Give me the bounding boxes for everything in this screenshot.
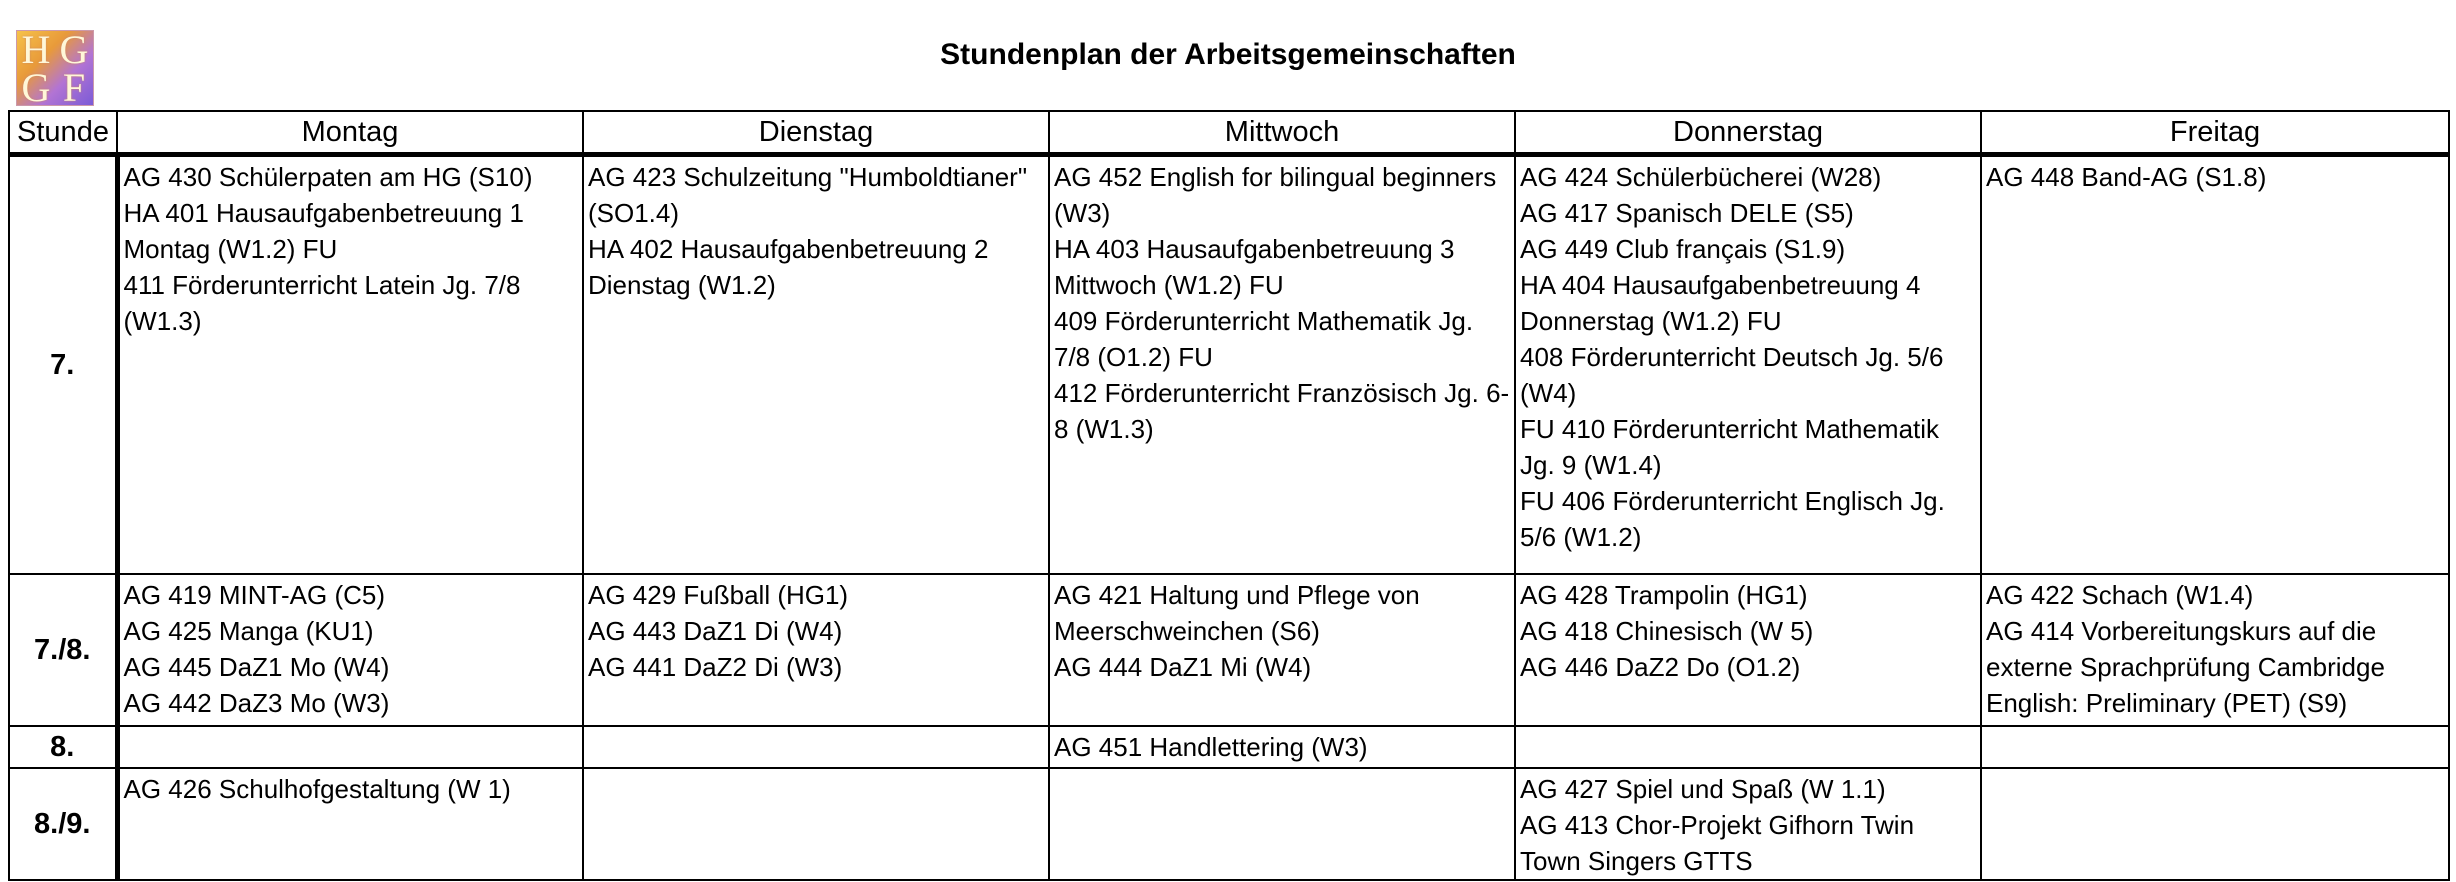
timetable-cell <box>1049 574 1515 726</box>
course-entry: 408 Förderunterricht Deutsch Jg. 5/6 (W4) <box>1520 342 1944 408</box>
logo-letter: G <box>21 65 51 110</box>
timetable <box>8 110 2450 881</box>
course-entry: AG 427 Spiel und Spaß (W 1.1) <box>1520 774 1886 804</box>
timetable-row <box>9 155 2449 575</box>
course-entry: AG 441 DaZ2 Di (W3) <box>588 652 843 682</box>
page-title: Stundenplan der Arbeitsgemeinschaften <box>940 38 1516 71</box>
logo-letter: G <box>59 27 89 72</box>
course-entry: AG 414 Vorbereitungskurs auf die externe Sprachprüfung Cambridge English: Preliminary (PET) (S9) <box>1986 616 2385 718</box>
course-entry: HA 402 Hausaufgabenbetreuung 2 Dienstag (W1.2) <box>588 234 989 300</box>
column-header-day: Montag <box>117 111 583 155</box>
timetable-cell <box>1981 155 2449 575</box>
timetable-cell <box>117 574 583 726</box>
timetable-cell <box>583 574 1049 726</box>
course-entry: AG 428 Trampolin (HG1) <box>1520 580 1808 610</box>
timetable-cell <box>1515 768 1981 880</box>
course-entry: AG 413 Chor-Projekt Gifhorn Twin Town Singers GTTS <box>1520 810 1915 876</box>
course-entry: AG 417 Spanisch DELE (S5) <box>1520 198 1854 228</box>
period-label: 7. <box>9 155 117 575</box>
timetable-cell <box>1981 726 2449 768</box>
course-entry: FU 410 Förderunterricht Mathematik Jg. 9 (W1.4) <box>1520 414 1940 480</box>
course-entry: HA 401 Hausaufgabenbetreuung 1 Montag (W1.2) FU <box>123 198 524 264</box>
timetable-row <box>9 726 2449 768</box>
course-entry: AG 452 English for bilingual beginners (W3) <box>1054 162 1497 228</box>
course-entry: AG 425 Manga (KU1) <box>123 616 374 646</box>
course-entry: AG 419 MINT-AG (C5) <box>123 580 385 610</box>
course-entry: AG 445 DaZ1 Mo (W4) <box>123 652 390 682</box>
column-header-stunde: Stunde <box>9 111 117 155</box>
course-entry: HA 403 Hausaufgabenbetreuung 3 Mittwoch (W1.2) FU <box>1054 234 1455 300</box>
column-header-day: Donnerstag <box>1515 111 1981 155</box>
column-header-day: Dienstag <box>583 111 1049 155</box>
timetable-cell <box>1049 768 1515 880</box>
timetable-row <box>9 574 2449 726</box>
logo-letter: F <box>62 65 86 110</box>
logo-letter: H <box>21 27 51 72</box>
course-entry: AG 442 DaZ3 Mo (W3) <box>123 688 390 718</box>
timetable-cell <box>117 768 583 880</box>
course-entry: AG 449 Club français (S1.9) <box>1520 234 1846 264</box>
course-entry: 411 Förderunterricht Latein Jg. 7/8 (W1.3) <box>123 270 521 336</box>
course-entry: AG 444 DaZ1 Mi (W4) <box>1054 652 1312 682</box>
course-entry: 412 Förderunterricht Französisch Jg. 6-8 (W1.3) <box>1054 378 1510 444</box>
timetable-cell <box>117 155 583 575</box>
timetable-cell <box>1515 155 1981 575</box>
column-header-day: Freitag <box>1981 111 2449 155</box>
course-entry: AG 426 Schulhofgestaltung (W 1) <box>123 774 511 804</box>
course-entry: AG 424 Schülerbücherei (W28) <box>1520 162 1882 192</box>
period-label: 8. <box>9 726 117 768</box>
course-entry: AG 421 Haltung und Pflege von Meerschweinchen (S6) <box>1054 580 1420 646</box>
timetable-cell <box>1515 574 1981 726</box>
header-row <box>9 111 2449 155</box>
period-label: 7./8. <box>9 574 117 726</box>
column-header-day: Mittwoch <box>1049 111 1515 155</box>
timetable-row <box>9 768 2449 880</box>
course-entry: AG 451 Handlettering (W3) <box>1054 732 1368 762</box>
course-entry: 409 Förderunterricht Mathematik Jg. 7/8 (O1.2) FU <box>1054 306 1474 372</box>
period-label: 8./9. <box>9 768 117 880</box>
course-entry: FU 406 Förderunterricht Englisch Jg. 5/6 (W1.2) <box>1520 486 1945 552</box>
course-entry: HA 404 Hausaufgabenbetreuung 4 Donnerstag (W1.2) FU <box>1520 270 1921 336</box>
timetable-cell <box>1981 574 2449 726</box>
timetable-cell <box>583 726 1049 768</box>
course-entry: AG 430 Schülerpaten am HG (S10) <box>123 162 533 192</box>
course-entry: AG 429 Fußball (HG1) <box>588 580 849 610</box>
timetable-cell <box>117 726 583 768</box>
timetable-cell <box>1049 155 1515 575</box>
timetable-cell <box>583 768 1049 880</box>
timetable-cell <box>583 155 1049 575</box>
course-entry: AG 448 Band-AG (S1.8) <box>1986 162 2267 192</box>
course-entry: AG 446 DaZ2 Do (O1.2) <box>1520 652 1801 682</box>
timetable-cell <box>1981 768 2449 880</box>
course-entry: AG 418 Chinesisch (W 5) <box>1520 616 1814 646</box>
course-entry: AG 422 Schach (W1.4) <box>1986 580 2254 610</box>
timetable-cell <box>1515 726 1981 768</box>
timetable-cell <box>1049 726 1515 768</box>
course-entry: AG 423 Schulzeitung "Humboldtianer" (SO1.4) <box>588 162 1028 228</box>
course-entry: AG 443 DaZ1 Di (W4) <box>588 616 843 646</box>
